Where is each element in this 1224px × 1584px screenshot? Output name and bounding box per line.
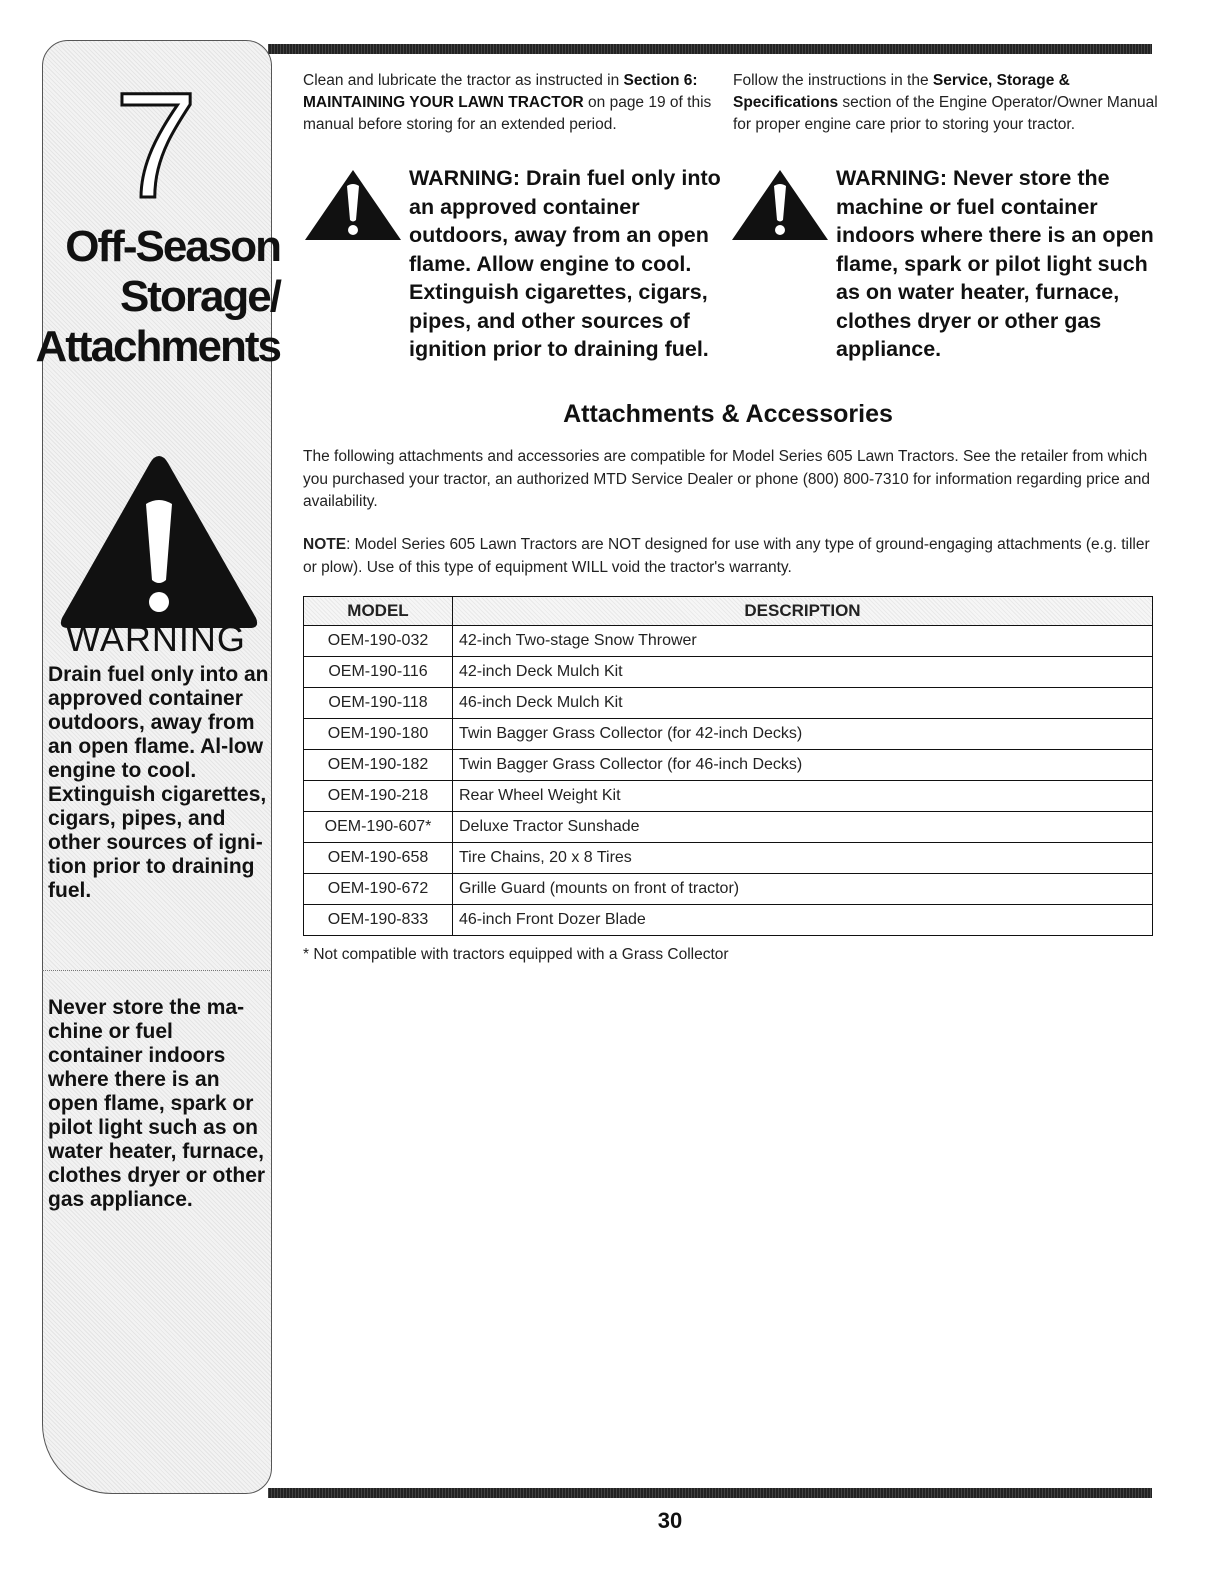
chapter-title-line-2: Storage/ [119,272,280,321]
table-row [304,626,1153,657]
column-header-description: DESCRIPTION [453,597,1153,626]
description-cell: 46-inch Front Dozer Blade [453,905,1153,936]
warning-triangle-icon [58,452,260,632]
intro-maintenance-text: Clean and lubricate the tractor as instructed in Section 6: MAINTAINING YOUR LAWN TRACTOR on page 19 of this manual before storing for an extended period. [303,72,712,133]
table-row [304,905,1153,936]
model-cell: OEM-190-672 [304,874,453,905]
note-label: NOTE [303,536,347,553]
section-paragraph: The following attachments and accessories are compatible for Model Series 605 Lawn Tractors. See the retailer from which you purchased your tractor, an authorized MTD Service Dealer or phone (800) 800-7310 for information regarding price and availability. [303,448,1150,510]
chapter-number: 7 [114,61,198,229]
page-number: 30 [657,1508,683,1533]
model-cell: OEM-190-607* [304,812,453,843]
table-row [304,719,1153,750]
model-cell: OEM-190-116 [304,657,453,688]
table-row [304,812,1153,843]
warning-drain-fuel: WARNING: Drain fuel only into an approved container outdoors, away from an open flame. Allow engine to cool. Extinguish cigarettes, cigars, pipes, and other sources of ignition prior to draining fuel. [409,166,721,361]
warning-triangle-icon [303,168,403,242]
sidebar-warning-label: WARNING [66,618,246,659]
model-cell: OEM-190-833 [304,905,453,936]
sidebar-divider [42,970,270,971]
chapter-title-line-1: Off-Season [65,222,280,271]
description-cell: Tire Chains, 20 x 8 Tires [453,843,1153,874]
table-row [304,874,1153,905]
chapter-title-line-3: Attachments [35,322,280,371]
sidebar-warning-store-text: Never store the ma-chine or fuel container indoors where there is an open flame, spark or pilot light such as on water heater, furnace, clothes dryer or other gas appliance. [48,996,266,1211]
description-cell: Twin Bagger Grass Collector (for 42-inch Decks) [453,719,1153,750]
model-cell: OEM-190-180 [304,719,453,750]
warning-triangle-icon [730,168,830,242]
footer-bar [268,1488,1152,1498]
note-paragraph [303,534,1153,579]
table-row [304,688,1153,719]
section-heading: Attachments & Accessories [563,400,893,428]
section-reference: Section 6: MAINTAINING YOUR LAWN TRACTOR [303,72,698,111]
sidebar-warning-drain-text: Drain fuel only into an approved container outdoors, away from an open flame. Al-low engine to cool. Extinguish cigarettes, cigars, pipes, and other sources of igni-tion prior to draining fuel. [48,663,269,902]
table-row [304,781,1153,812]
chapter-title [30,222,280,372]
description-cell: Rear Wheel Weight Kit [453,781,1153,812]
accessories-table [303,596,1153,936]
model-cell: OEM-190-118 [304,688,453,719]
model-cell: OEM-190-182 [304,750,453,781]
intro-engine-text: Follow the instructions in the Service, Storage & Specifications section of the Engine Operator/Owner Manual for proper engine care prior to storing your tractor. [733,72,1158,133]
description-cell: 46-inch Deck Mulch Kit [453,688,1153,719]
warning-storage: WARNING: Never store the machine or fuel container indoors where there is an open flame, spark or pilot light such as on water heater, furnace, clothes dryer or other gas appliance. [836,166,1154,361]
manual-section-reference: Service, Storage & Specifications [733,72,1070,111]
description-cell: Twin Bagger Grass Collector (for 46-inch Decks) [453,750,1153,781]
model-cell: OEM-190-032 [304,626,453,657]
column-header-model: MODEL [304,597,453,626]
model-cell: OEM-190-658 [304,843,453,874]
table-header-row [304,597,1153,626]
table-row [304,750,1153,781]
description-cell: Grille Guard (mounts on front of tractor) [453,874,1153,905]
model-cell: OEM-190-218 [304,781,453,812]
description-cell: 42-inch Two-stage Snow Thrower [453,626,1153,657]
table-row [304,657,1153,688]
note-text: : Model Series 605 Lawn Tractors are NOT designed for use with any type of ground-engaging attachments (e.g. tiller or plow). Use of this type of equipment WILL void the tractor's warranty. [303,536,1150,576]
description-cell: 42-inch Deck Mulch Kit [453,657,1153,688]
table-footnote: * Not compatible with tractors equipped with a Grass Collector [303,946,729,963]
description-cell: Deluxe Tractor Sunshade [453,812,1153,843]
header-bar [268,44,1152,54]
table-row [304,843,1153,874]
